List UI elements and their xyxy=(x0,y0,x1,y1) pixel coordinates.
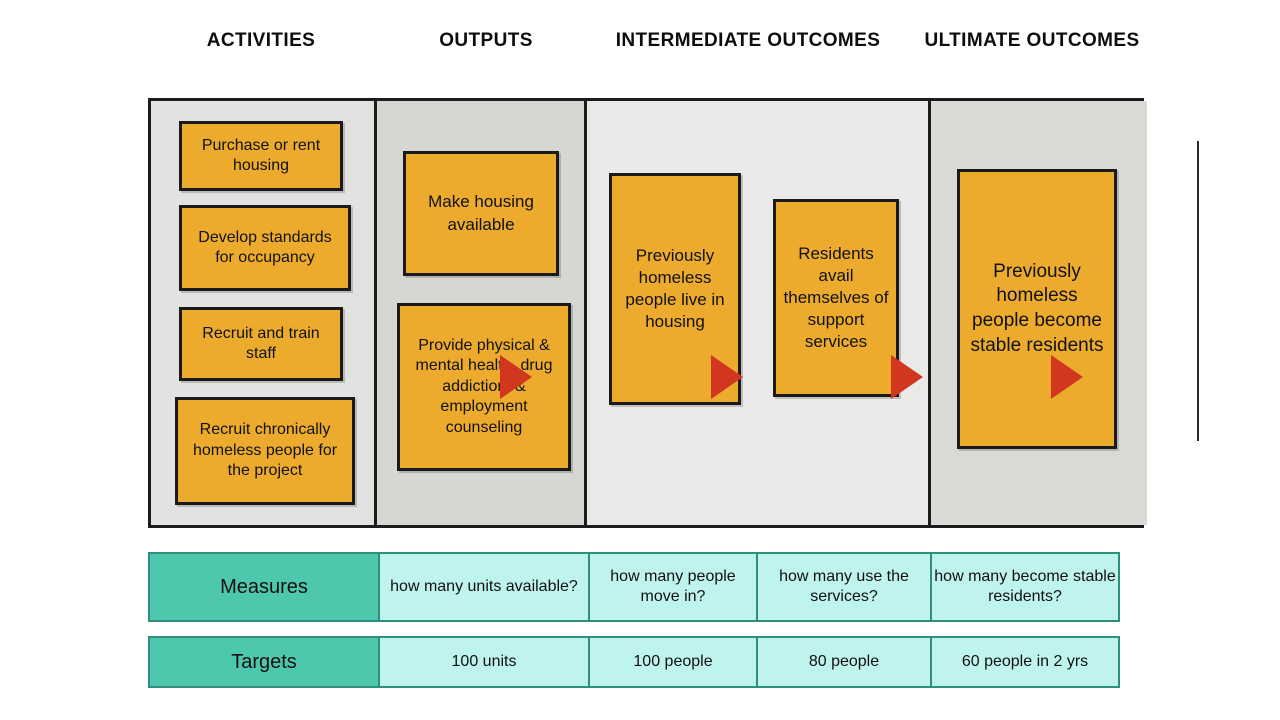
node-provide-counseling-services: Provide physical & mental health, drug addiction, & employment counseling xyxy=(397,303,571,471)
measures-cell-stable-residents: how many become stable residents? xyxy=(930,552,1120,622)
node-previously-homeless-live-in-housing: Previously homeless people live in housing xyxy=(609,173,741,405)
arrow-activities-to-outputs-icon xyxy=(500,355,532,399)
node-recruit-and-train-staff: Recruit and train staff xyxy=(179,307,343,381)
node-residents-avail-support-services: Residents avail themselves of support services xyxy=(773,199,899,397)
column-headers xyxy=(148,22,1144,88)
targets-cell-people: 100 people xyxy=(588,636,758,688)
header-outputs: OUTPUTS xyxy=(439,30,533,51)
lane-internal-divider xyxy=(1197,141,1199,441)
header-activities: ACTIVITIES xyxy=(206,30,316,51)
node-recruit-chronically-homeless-people: Recruit chronically homeless people for the project xyxy=(175,397,355,505)
header-intermediate-outcomes: INTERMEDIATE OUTCOMES xyxy=(615,30,881,51)
node-develop-standards-for-occupancy: Develop standards for occupancy xyxy=(179,205,351,291)
measures-row xyxy=(148,552,1124,622)
lane-intermediate-outcomes xyxy=(587,101,931,525)
arrow-intermediate-to-ultimate-icon xyxy=(1051,355,1083,399)
measures-cell-outputs: how many units available? xyxy=(378,552,590,622)
arrow-intermediate-internal-icon xyxy=(891,355,923,399)
node-purchase-or-rent-housing: Purchase or rent housing xyxy=(179,121,343,191)
measures-cell-move-in: how many people move in? xyxy=(588,552,758,622)
measures-cell-services: how many use the services? xyxy=(756,552,932,622)
targets-cell-stable: 60 people in 2 yrs xyxy=(930,636,1120,688)
targets-cell-services: 80 people xyxy=(756,636,932,688)
targets-label: Targets xyxy=(148,636,380,688)
measures-label: Measures xyxy=(148,552,380,622)
lane-outputs xyxy=(377,101,587,525)
targets-row xyxy=(148,636,1124,688)
node-previously-homeless-become-stable-residents: Previously homeless people become stable residents xyxy=(957,169,1117,449)
targets-cell-units: 100 units xyxy=(378,636,590,688)
lane-activities xyxy=(151,101,377,525)
lane-ultimate-outcomes xyxy=(931,101,1147,525)
flow-band xyxy=(148,98,1144,528)
node-make-housing-available: Make housing available xyxy=(403,151,559,276)
arrow-outputs-to-intermediate-icon xyxy=(711,355,743,399)
header-ultimate-outcomes: ULTIMATE OUTCOMES xyxy=(924,30,1140,51)
